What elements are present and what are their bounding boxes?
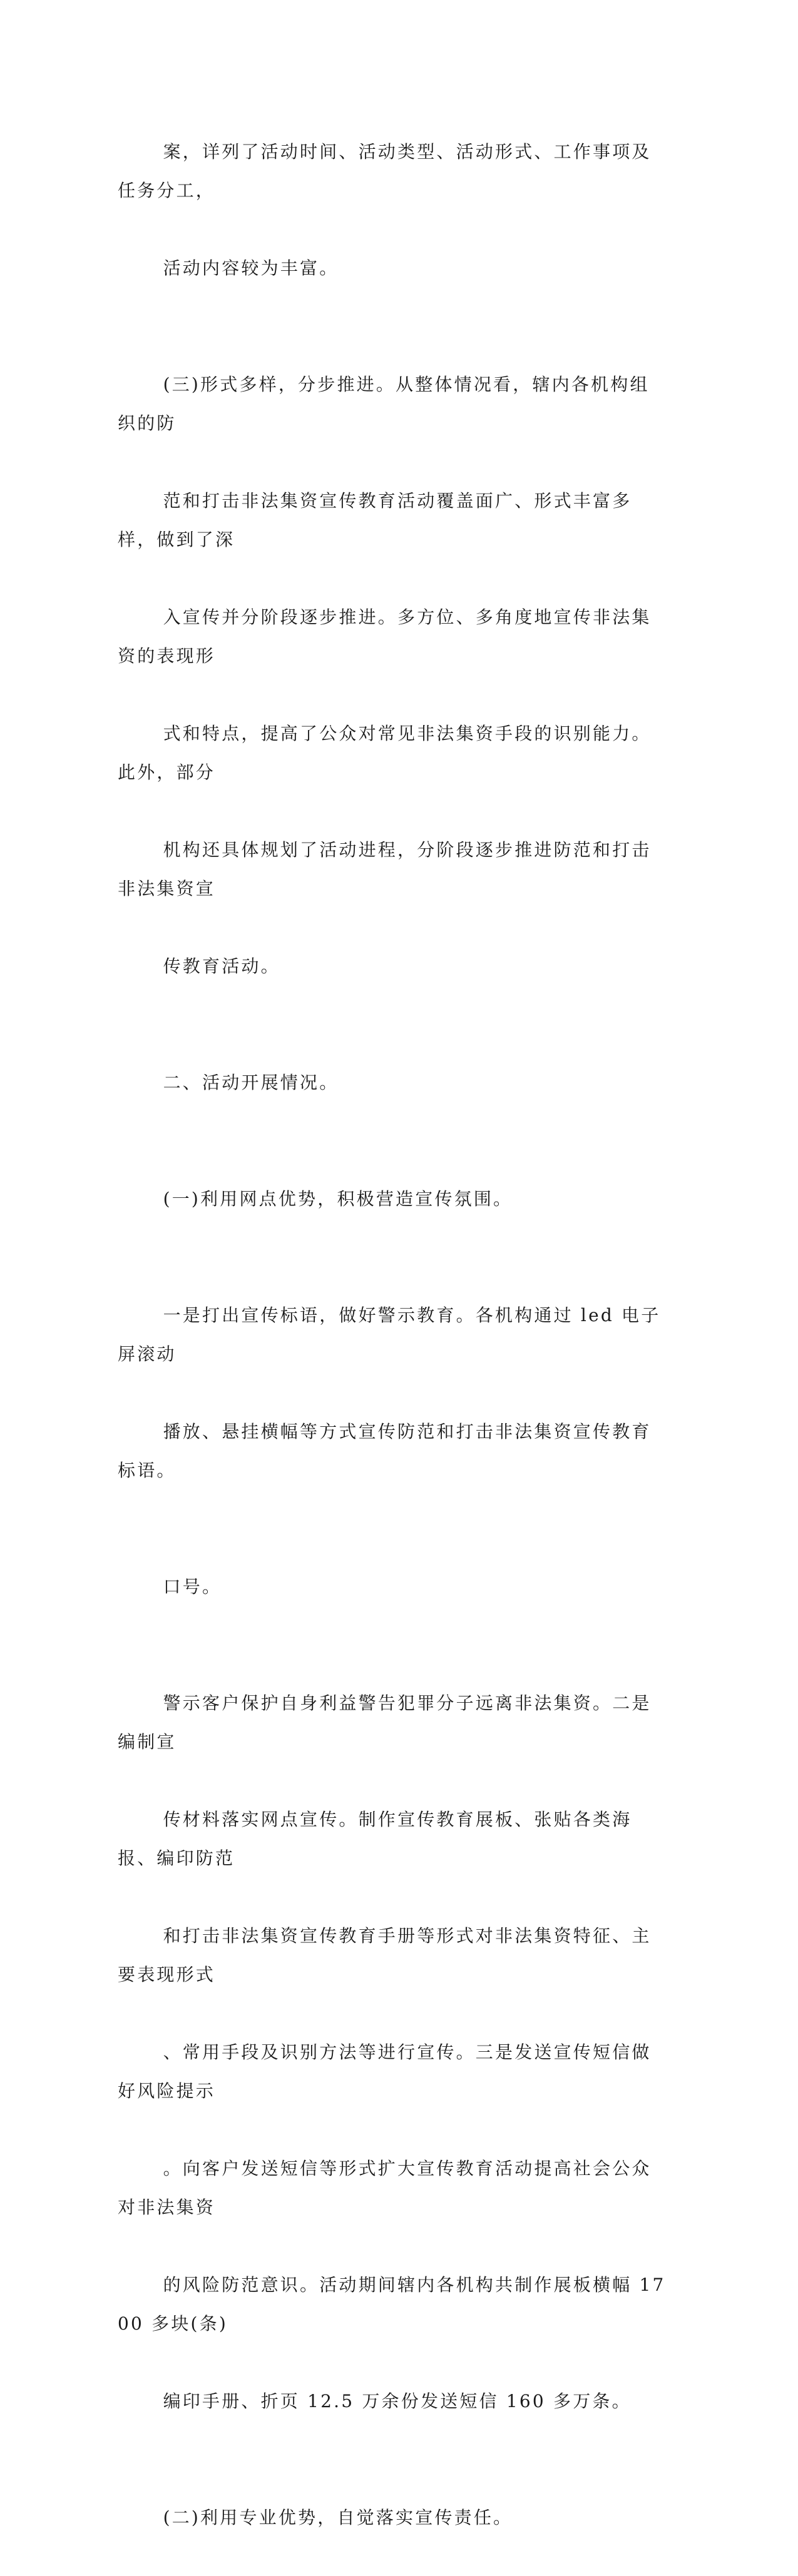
text-line: (二)利用专业优势，自觉落实宣传责任。: [163, 2507, 513, 2528]
text-line: 编印手册、折页 12.5 万余份发送短信 160 多万条。: [163, 2391, 632, 2411]
text-line: 传材料落实网点宣传。制作宣传教育展板、张贴各类海报、编印防范: [118, 1809, 632, 1869]
paragraph-slogans: [118, 1257, 668, 1529]
text-line: 入宣传并分阶段逐步推进。多方位、多角度地宣传非法集资的表现形: [118, 607, 652, 666]
text-line: 范和打击非法集资宣传教育活动覆盖面广、形式丰富多样，做到了深: [118, 490, 632, 550]
text-line: 。向客户发送短信等形式扩大宣传教育活动提高社会公众对非法集资: [118, 2158, 652, 2218]
text-line: 警示客户保护自身利益警告犯罪分子远离非法集资。二是编制宣: [118, 1693, 652, 1752]
paragraph-diverse-forms: [118, 327, 668, 1025]
subsection-heading-outlet-advantage: [118, 1141, 668, 1257]
text-line: 的风险防范意识。活动期间辖内各机构共制作展板横幅 1700 多块(条): [118, 2274, 666, 2334]
text-line: 和打击非法集资宣传教育手册等形式对非法集资特征、主要表现形式: [118, 1925, 652, 1985]
paragraph-kouhao: [118, 1529, 668, 1645]
section-heading-activity-status: [118, 1025, 668, 1141]
document-body: [118, 94, 668, 2576]
text-line: 口号。: [163, 1576, 222, 1597]
text-line: 活动内容较为丰富。: [163, 258, 339, 278]
text-line: 二、活动开展情况。: [163, 1072, 339, 1093]
text-line: 一是打出宣传标语，做好警示教育。各机构通过 led 电子屏滚动: [118, 1305, 661, 1364]
paragraph-warning-materials: [118, 1645, 668, 2460]
text-line: 式和特点，提高了公众对常见非法集资手段的识别能力。此外，部分: [118, 723, 652, 783]
text-line: (一)利用网点优势，积极营造宣传氛围。: [163, 1189, 513, 1209]
text-line: 案，详列了活动时间、活动类型、活动形式、工作事项及任务分工，: [118, 141, 652, 201]
subsection-heading-professional-advantage: [118, 2460, 668, 2576]
text-line: 传教育活动。: [163, 956, 280, 976]
text-line: (三)形式多样，分步推进。从整体情况看，辖内各机构组织的防: [118, 374, 650, 434]
text-line: 、常用手段及识别方法等进行宣传。三是发送宣传短信做好风险提示: [118, 2042, 652, 2101]
paragraph-activity-plan-continued: [118, 94, 668, 327]
text-line: 播放、悬挂横幅等方式宣传防范和打击非法集资宣传教育标语。: [118, 1421, 652, 1481]
text-line: 机构还具体规划了活动进程，分阶段逐步推进防范和打击非法集资宣: [118, 839, 652, 899]
